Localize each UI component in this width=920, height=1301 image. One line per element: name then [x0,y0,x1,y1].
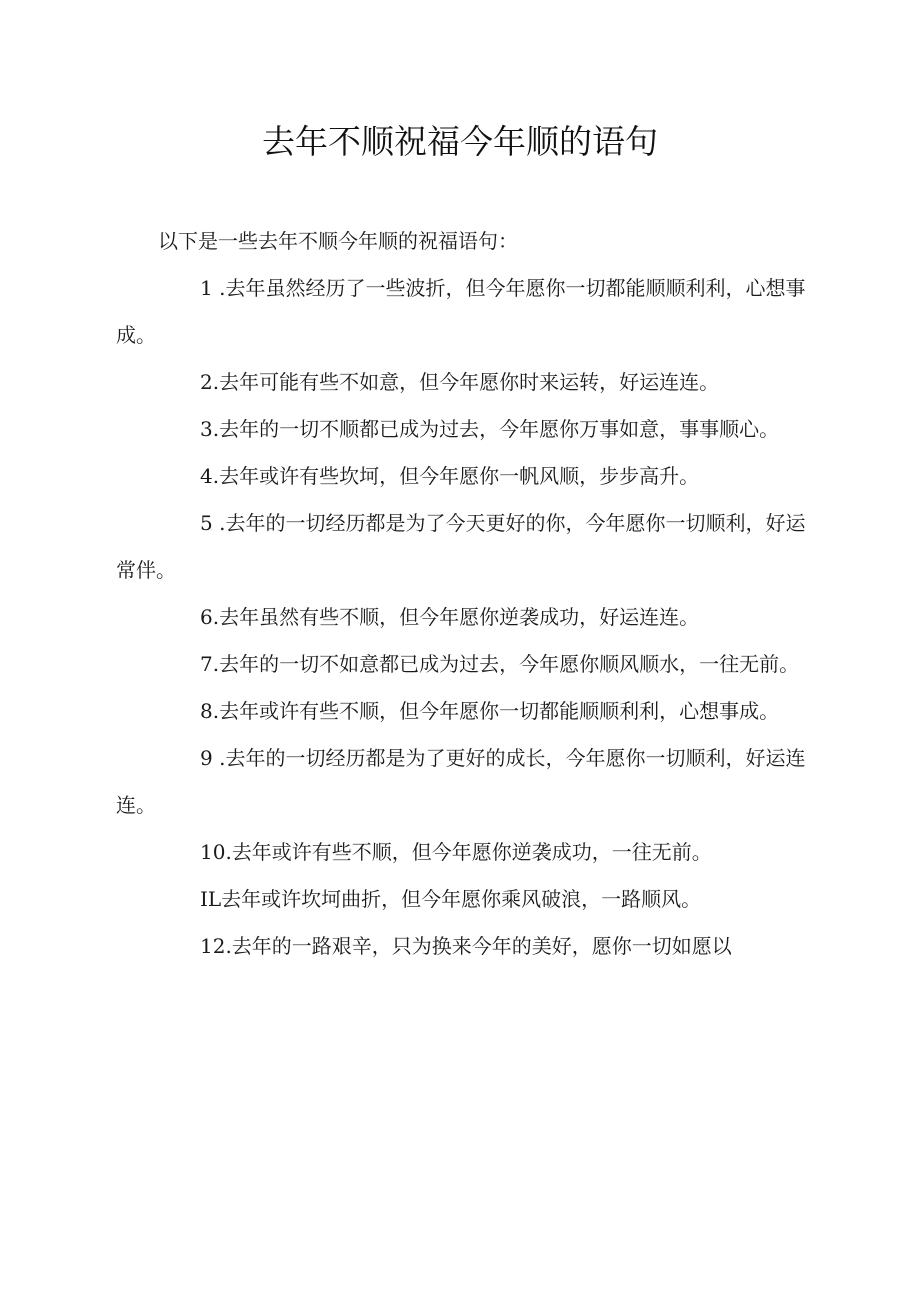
intro-paragraph: 以下是一些去年不顺今年顺的祝福语句： [158,229,518,253]
item-separator: . [212,276,226,300]
item-text: 去年或许有些不顺，但今年愿你一切都能顺顺利利，心想事成。 [219,699,780,723]
item-text: 去年虽然经历了一些波折，但今年愿你一切都能顺顺利利，心想事成。 [116,276,806,347]
list-item [116,594,806,641]
item-text: 去年的一切经历都是为了今天更好的你，今年愿你一切顺利，好运常伴。 [116,511,806,582]
list-item [116,735,806,829]
item-number: 9 [200,746,213,770]
item-separator: . [225,840,232,864]
item-text: 去年的一切经历都是为了更好的成长，今年愿你一切顺利，好运连连。 [116,746,806,817]
list-item [116,641,806,688]
item-number: 4 [200,464,213,488]
item-separator: . [212,511,226,535]
item-number: 10 [200,840,226,864]
item-text: 去年或许有些不顺，但今年愿你逆袭成功，一往无前。 [231,840,712,864]
item-number: 7 [200,652,213,676]
list-item [116,876,806,923]
item-text: 去年虽然有些不顺，但今年愿你逆袭成功，好运连连。 [219,605,700,629]
item-number: 12 [200,934,226,958]
list-item [116,500,806,594]
item-text: 去年或许有些坎坷，但今年愿你一帆风顺，步步高升。 [219,464,700,488]
item-text: 去年可能有些不如意，但今年愿你时来运转，好运连连。 [219,370,720,394]
item-number: 6 [200,605,213,629]
item-separator: . [212,699,220,723]
item-separator: . [212,464,220,488]
item-text: 去年的一路艰辛，只为换来今年的美好，愿你一切如愿以 [231,934,732,958]
item-separator: . [212,746,226,770]
item-number: 2 [200,370,213,394]
item-number: 1 [200,276,213,300]
item-text: 去年的一切不如意都已成为过去，今年愿你顺风顺水，一往无前。 [219,652,800,676]
item-separator: . [212,652,220,676]
item-separator: . [212,605,220,629]
list-item [116,829,806,876]
item-separator: . [212,417,220,441]
item-number: 3 [200,417,213,441]
document-title: 去年不顺祝福今年顺的语句 [262,122,658,161]
list-item [116,453,806,500]
list-item [116,688,806,735]
item-text: 去年或许坎坷曲折，但今年愿你乘风破浪，一路顺风。 [221,887,702,911]
list-item [116,406,806,453]
item-number: 8 [200,699,213,723]
item-separator: . [225,934,232,958]
item-number: 5 [200,511,213,535]
list-item [116,923,806,970]
item-separator: . [212,370,220,394]
list-item [116,359,806,406]
document-body [116,218,806,970]
list-item [116,265,806,359]
item-number: IL [200,887,222,911]
item-text: 去年的一切不顺都已成为过去，今年愿你万事如意，事事顺心。 [219,417,780,441]
